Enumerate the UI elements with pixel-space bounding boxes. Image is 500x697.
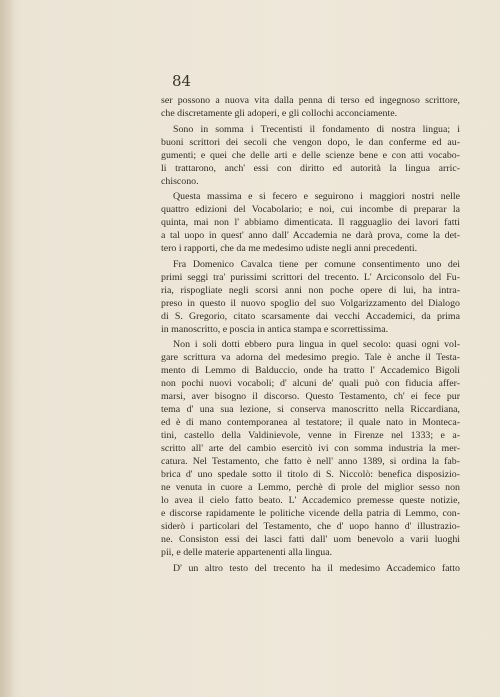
text-line: Questa massima e si fecero e seguirono i maggiori nostri nelle xyxy=(173,191,460,202)
body-text xyxy=(161,94,460,577)
text-line: quattro edizioni del Vocabolario; e noi, cui incombe di preparar la xyxy=(161,204,460,215)
text-line: Fra Domenico Cavalca tiene per comune consentimento uno dei xyxy=(173,258,460,270)
text-line: Sono in somma i Trecentisti il fondamento di nostra lingua; i xyxy=(173,123,460,135)
text-line: D' un altro testo del trecento ha il medesimo Accademico fatto xyxy=(173,562,460,574)
text-line: pii, e delle materie appartenenti alla lingua. xyxy=(161,547,333,558)
paragraph xyxy=(161,338,460,559)
text-line: li trattarono, anch' essi con diritto ed autorità la lingua arric- xyxy=(161,162,460,174)
paragraph xyxy=(161,258,460,336)
text-line: ne. Consiston essi dei lasci fatti dall' uom benevolo a varii luoghi xyxy=(161,534,460,545)
text-line: gumenti; e quei che delle arti e delle scienze bene e con atti vocabo- xyxy=(161,149,460,161)
text-line: ed è di mano contemporanea al testatore; il quale nato in Monteca- xyxy=(161,417,460,428)
text-line: scritto all' arte del cambio esercitò ivi con somma industria la mer- xyxy=(161,443,460,454)
page-fold-shadow xyxy=(0,0,14,697)
text-line: di S. Gregorio, citato scarsamente dai vecchi Accademici, da prima xyxy=(161,310,460,322)
text-line: catura. Nel Testamento, che fatto è nell' anno 1389, si ordina la fab- xyxy=(161,456,460,467)
paragraph xyxy=(161,190,460,255)
text-line: a tal uopo in quest' anno dall' Accademia ne darà prova, come la det- xyxy=(161,230,460,241)
text-line: marsi, aver bisogno il discorso. Questo Testamento, ch' ei fece pur xyxy=(161,391,460,402)
text-line: siderò i particolari del Testamento, che d' uopo hanno d' illustrazio- xyxy=(161,521,460,532)
text-line: ria, rispogliate negli scorsi anni non poche opere di lui, ha intra- xyxy=(161,284,460,296)
text-line: brica d' uno spedale sotto il titolo di S. Niccolò: benefica disposizio- xyxy=(161,469,460,480)
text-line: primi seggi tra' purissimi scrittori del trecento. L' Arciconsolo del Fu- xyxy=(161,271,460,283)
text-line: gare scrittura va adorna del medesimo pregio. Tale è anche il Testa- xyxy=(161,352,460,363)
text-line: ser possono a nuova vita dalla penna di terso ed ingegnoso scrittore, xyxy=(161,95,460,106)
text-line: buoni scrittori dei secoli che vengon dopo, le dan conferme ed au- xyxy=(161,136,460,148)
text-line: chiscono. xyxy=(161,175,199,187)
text-line: ne venuta in cuore a Lemmo, perchè di prole del miglior sesso non xyxy=(161,482,460,493)
text-line: quinta, mai non l' abbiamo dimenticata. Il ragguaglio dei lavori fatti xyxy=(161,217,460,228)
paragraph xyxy=(161,123,460,188)
text-line: che discretamente gli adoperi, e gli collochi acconciamente. xyxy=(161,108,398,119)
text-line: tini, castello della Valdinievole, venne in Firenze nel 1333; e a- xyxy=(161,430,460,441)
text-line: Non i soli dotti ebbero pura lingua in quel secolo: quasi ogni vol- xyxy=(173,339,460,350)
text-line: e discorse rapidamente le politiche vicende della patria di Lemmo, con- xyxy=(161,508,460,519)
text-line: mento di Lemmo di Balduccio, onde ha tratto l' Accademico Bigoli xyxy=(161,365,460,376)
text-line: preso in questo il nuovo spoglio del suo Volgarizzamento del Dialogo xyxy=(161,297,460,309)
paragraph xyxy=(161,562,460,575)
text-line: tema d' una sua lezione, si conserva manoscritto nella Riccardiana, xyxy=(161,404,460,415)
text-line: in manoscritto, e poscia in antica stampa e scorrettissima. xyxy=(161,323,389,335)
paragraph xyxy=(161,94,460,120)
page-number: 84 xyxy=(172,72,192,90)
text-line: lo avea il cielo fatto beato. L' Accademico premesse queste notizie, xyxy=(161,495,460,506)
text-line: non pochi nuovi vocaboli; d' alcuni de' quali può con fiducia affer- xyxy=(161,378,460,389)
text-line: tero i rapporti, che da me medesimo udiste negli anni precedenti. xyxy=(161,243,418,254)
